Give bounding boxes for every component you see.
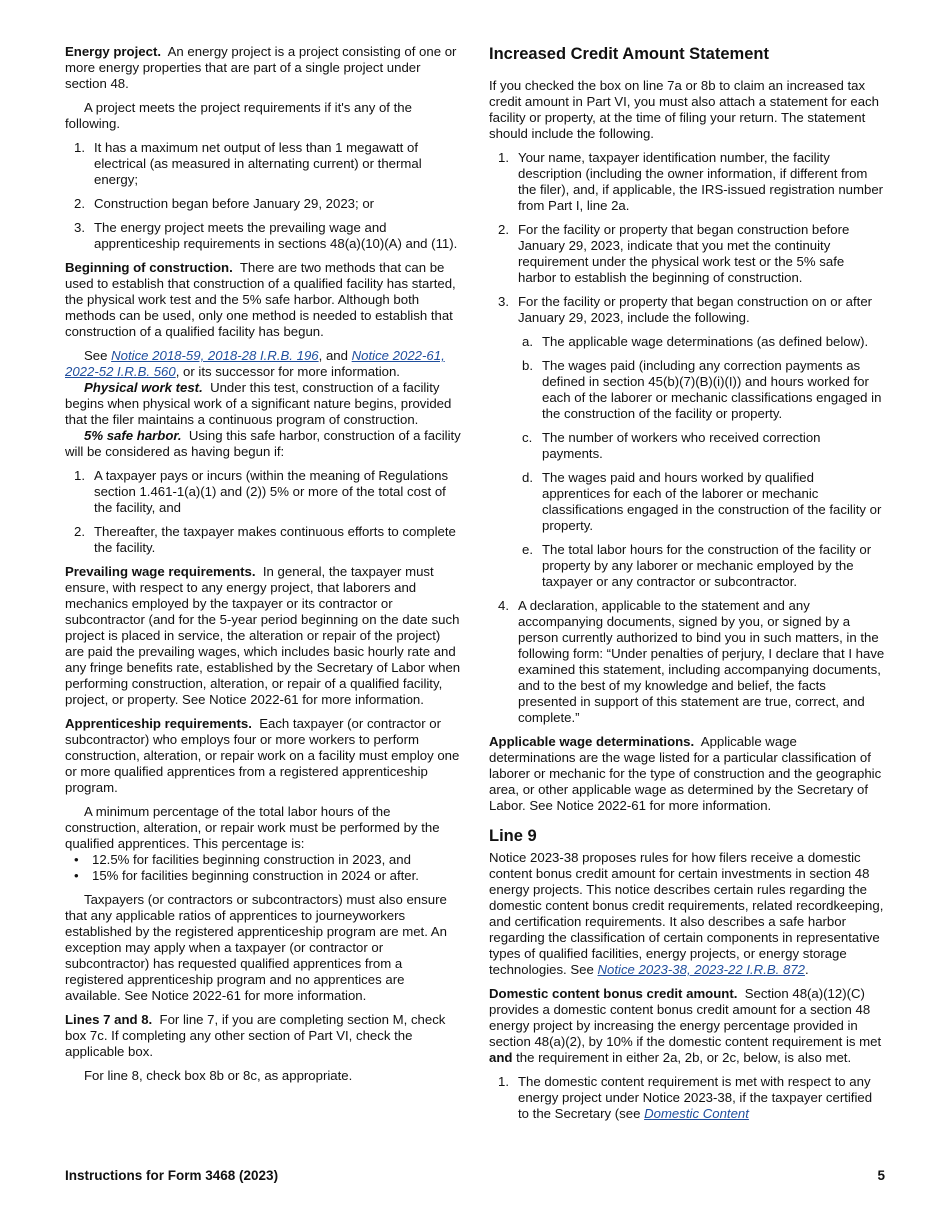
line-9-title: Line 9 — [489, 827, 537, 845]
page-number: 5 — [877, 1168, 885, 1183]
list-item-text: The number of workers who received correction payments. — [542, 430, 821, 461]
line-8-paragraph: For line 8, check box 8b or 8c, as appropriate. — [84, 1068, 353, 1083]
lines-7-8-heading: Lines 7 and 8. — [65, 1012, 153, 1027]
beginning-construction-text: There are two methods that can be used to establish that construction of a qualified facility has started, the physical work test and the 5% safe harbor. Although both methods can be used, only one method is needed to establish that construction of a qualified facility has begun. — [65, 260, 456, 339]
domestic-content-list — [489, 1074, 885, 1122]
see-suffix: , or its successor for more information. — [175, 364, 400, 379]
energy-project-text: An energy project is a project consisting of one or more energy properties that are part of a single project under section 48. — [65, 44, 457, 91]
line-9-paragraph — [489, 850, 885, 978]
project-requirements-intro: A project meets the project requirements if it's any of the following. — [65, 100, 412, 131]
list-item-text: 15% for facilities beginning construction in 2024 or after. — [92, 868, 419, 883]
list-item: a. The applicable wage determinations (as defined below). — [522, 334, 869, 349]
prevailing-wage-text: In general, the taxpayer must ensure, with respect to any energy project, that laborers and mechanics employed by the taxpayer or its contractor or subcontractor (and for the 5-year period beginning on the date such project is placed in service, the alteration or repair of the project) are paid the prevailing wages, which includes basic hourly rate and any fringe benefits rate, established by the Secretary of Labor when performing construction, alteration, or repair of a qualified facility, project, or property. See Notice 2022-61 for more information. — [65, 564, 461, 707]
physical-work-test-paragraph — [65, 380, 462, 428]
list-item: 3. For the facility or property that began construction on or after January 29, 2023, include the following. a. The applicable wage determinations (as defined below). b. The wages paid (including any correction payments as defined in section 45(b)(7)(B)(i)(I)) and hours worked for each of the laborer or mechanic classifications engaged in the construction of the facility or property. c. The number of workers who received correction payments. d. The wages paid and hours worked by qualified apprentices for each of the laborer or mechanic classifications engaged in the construction of the facility or property. e. The total labor hours for the construction of the facility or property by any laborer or mechanic employed by the taxpayer or any contractor or subcontractor. — [489, 294, 885, 590]
list-item: 2. Construction began before January 29, 2023; or — [74, 196, 375, 211]
apprenticeship-paragraph — [65, 716, 462, 796]
see-prefix: See — [84, 348, 108, 363]
list-item-text: For the facility or property that began construction on or after January 29, 2023, include the following. — [518, 294, 873, 325]
bullet-icon: • — [74, 852, 79, 867]
energy-project-paragraph — [65, 44, 462, 92]
ratios-paragraph: Taxpayers (or contractors or subcontractors) must also ensure that any applicable ratios of apprentices to journeyworkers established by the registered apprenticeship program are met. An exception may apply when a taxpayer (or contractor or subcontractor) has requested qualified apprentices from a registered apprenticeship program and no apprentices are available. See Notice 2022-61 for more information. — [65, 892, 447, 1003]
wage-determinations-text: Applicable wage determinations are the wage listed for a particular classification of laborer or mechanic for the type of construction and the geographic area, or other applicable wage as determined by the Secretary of Labor. See Notice 2022-61 for more information. — [489, 734, 882, 813]
safe-harbor-text: Using this safe harbor, construction of a facility will be considered as having begun if: — [65, 428, 461, 459]
list-item: 2. For the facility or property that began construction before January 29, 2023, indicate that you met the continuity requirement under the physical work test or the 5% safe harbor to establish the beginning of construction. — [498, 222, 850, 285]
list-item: e. The total labor hours for the construction of the facility or property by any laborer or mechanic employed by the taxpayer or any contractor or subcontractor. — [522, 542, 872, 589]
list-item-text: A declaration, applicable to the statement and any accompanying documents, signed by you, or signed by a person currently authorized to bind you in such matters, in the following form: “Under penalties of perjury, I declare that I have examined this statement, including accompanying documents, and to the best of my knowledge and belief, the facts presented in support of this statement are true, correct, and complete.” — [518, 598, 885, 725]
list-item: 1. Your name, taxpayer identification number, the facility description (including the owner information, if different from the filer), and, if applicable, the IRS-issued registration number from Part I, line 2a. — [498, 150, 884, 213]
apprentice-percentage-list — [65, 852, 462, 884]
domestic-content-link[interactable]: Domestic Content — [644, 1106, 749, 1121]
list-item-text: 12.5% for facilities beginning construction in 2023, and — [92, 852, 411, 867]
list-item-text: The applicable wage determinations (as defined below). — [542, 334, 869, 349]
list-item-text: The total labor hours for the construction of the facility or property by any laborer or mechanic employed by the taxpayer or any contractor or subcontractor. — [542, 542, 872, 589]
energy-project-heading: Energy project. — [65, 44, 162, 59]
bullet-icon: • — [74, 868, 79, 883]
list-item: c. The number of workers who received correction payments. — [522, 430, 821, 461]
list-item-text: It has a maximum net output of less than 1 megawatt of electrical (as measured in alternating current) or thermal energy; — [94, 140, 422, 187]
list-item — [65, 852, 462, 868]
domestic-content-text-end: the requirement in either 2a, 2b, or 2c, below, is also met. — [516, 1050, 852, 1065]
list-item-text: Your name, taxpayer identification number, the facility description (including the owner information, if different from the filer), and, if applicable, the IRS-issued registration number from Part I, line 2a. — [518, 150, 884, 213]
and-emphasis: and — [489, 1050, 513, 1065]
list-item: b. The wages paid (including any correction payments as defined in section 45(b)(7)(B)(i)(I)) and hours worked for each of the laborer or mechanic classifications engaged in the construction of the facility or property. — [522, 358, 882, 421]
lines-7-8-text: For line 7, if you are completing section M, check box 7c. If completing any other section of Part VI, check the applicable box. — [65, 1012, 446, 1059]
beginning-construction-heading: Beginning of construction. — [65, 260, 233, 275]
domestic-content-heading: Domestic content bonus credit amount. — [489, 986, 738, 1001]
list-item-text: Construction began before January 29, 2023; or — [94, 196, 375, 211]
list-item-text: The wages paid (including any correction payments as defined in section 45(b)(7)(B)(i)(I)) and hours worked for each of the laborer or mechanic classifications engaged in the construction of the facility or property. — [542, 358, 882, 421]
list-item-text: The domestic content requirement is met with respect to any energy project under Notice 2023-38, if the taxpayer certified to the Secretary (see — [518, 1074, 873, 1121]
right-column — [489, 44, 885, 1130]
list-item: 1. It has a maximum net output of less than 1 megawatt of electrical (as measured in alternating current) or thermal energy; — [74, 140, 422, 187]
beginning-construction-paragraph — [65, 260, 462, 340]
statement-sub-items-list — [518, 334, 885, 590]
wage-determinations-heading: Applicable wage determinations. — [489, 734, 695, 749]
notice-2018-59-link[interactable]: Notice 2018-59, 2018-28 I.R.B. 196 — [111, 348, 319, 363]
prevailing-wage-paragraph — [65, 564, 462, 708]
notice-2023-38-link[interactable]: Notice 2023-38, 2023-22 I.R.B. 872 — [597, 962, 805, 977]
see-notices-paragraph — [65, 348, 462, 380]
increased-credit-intro: If you checked the box on line 7a or 8b to claim an increased tax credit amount in Part VI, you must also attach a statement for each facility or property, at the time of filing your return. The statement should include the following. — [489, 78, 879, 141]
wage-determinations-paragraph — [489, 734, 885, 814]
notice-2022-61-link[interactable]: Notice 2022-61, 2022-52 I.R.B. 560 — [65, 348, 445, 379]
list-item-text: Thereafter, the taxpayer makes continuous efforts to complete the facility. — [94, 524, 456, 555]
increased-credit-title: Increased Credit Amount Statement — [489, 45, 769, 63]
list-item: d. The wages paid and hours worked by qualified apprentices for each of the laborer or mechanic classifications engaged in the construction of the facility or property. — [522, 470, 882, 533]
physical-work-test-text: Under this test, construction of a facility begins when physical work of a significant nature begins, provided that the filer maintains a continuous program of construction. — [65, 380, 452, 427]
safe-harbor-heading: 5% safe harbor. — [84, 428, 182, 443]
line-9-end: . — [805, 962, 809, 977]
apprenticeship-text: Each taxpayer (or contractor or subcontractor) who employs four or more workers to perform construction, alteration, or repair work on a facility must employ one or more qualified apprentices from a registered apprenticeship program. — [65, 716, 460, 795]
list-item: 4. A declaration, applicable to the statement and any accompanying documents, signed by you, or signed by a person currently authorized to bind you in such matters, in the following form: “Under penalties of perjury, I declare that I have examined this statement, including accompanying documents, and to the best of my knowledge and belief, the facts presented in support of this statement are true, correct, and complete.” — [498, 598, 885, 725]
lines-7-8-paragraph — [65, 1012, 462, 1060]
left-column — [65, 44, 462, 1092]
list-item: 2. Thereafter, the taxpayer makes continuous efforts to complete the facility. — [74, 524, 456, 555]
list-item-text: A taxpayer pays or incurs (within the meaning of Regulations section 1.461-1(a)(1) and (2)) 5% or more of the total cost of the facility, and — [94, 468, 449, 515]
prevailing-wage-heading: Prevailing wage requirements. — [65, 564, 256, 579]
footer-form-title: Instructions for Form 3468 (2023) — [65, 1168, 279, 1183]
list-item: 1. The domestic content requirement is met with respect to any energy project under Notice 2023-38, if the taxpayer certified to the Secretary (see Domestic Content — [498, 1074, 873, 1121]
domestic-content-paragraph — [489, 986, 885, 1066]
project-requirements-list — [65, 140, 462, 252]
apprenticeship-heading: Apprenticeship requirements. — [65, 716, 252, 731]
safe-harbor-list — [65, 468, 462, 556]
list-item-text: The wages paid and hours worked by qualified apprentices for each of the laborer or mechanic classifications engaged in the construction of the facility or property. — [542, 470, 882, 533]
list-item-text: For the facility or property that began construction before January 29, 2023, indicate that you met the continuity requirement under the physical work test or the 5% safe harbor to establish the beginning of construction. — [518, 222, 850, 285]
list-item-text: The energy project meets the prevailing wage and apprenticeship requirements in sections 48(a)(10)(A) and (11). — [94, 220, 458, 251]
physical-work-test-heading: Physical work test. — [84, 380, 203, 395]
list-item: 3. The energy project meets the prevailing wage and apprenticeship requirements in sections 48(a)(10)(A) and (11). — [74, 220, 458, 251]
line-9-text: Notice 2023-38 proposes rules for how filers receive a domestic content bonus credit amount for certain investments in section 48 energy projects. This notice describes certain rules regarding the domestic content bonus credit requirements, related recordkeeping, and certification requirements. It also describes a safe harbor regarding the classification of certain components in representative types of qualified facilities, energy projects, or energy storage technologies. See — [489, 850, 884, 977]
and-text: , and — [318, 348, 348, 363]
safe-harbor-paragraph — [65, 428, 462, 460]
list-item: 1. A taxpayer pays or incurs (within the meaning of Regulations section 1.461-1(a)(1) and (2)) 5% or more of the total cost of the facility, and — [74, 468, 449, 515]
list-item — [65, 868, 462, 884]
statement-items-list — [489, 150, 885, 726]
minimum-percentage-paragraph: A minimum percentage of the total labor hours of the construction, alteration, or repair work must be performed by the qualified apprentices. This percentage is: — [65, 804, 440, 851]
domestic-content-text: Section 48(a)(12)(C) provides a domestic content bonus credit amount for a section 48 energy project by increasing the energy percentage provided in section 48(a)(2), by 10% if the domestic content requirement is met — [489, 986, 882, 1049]
